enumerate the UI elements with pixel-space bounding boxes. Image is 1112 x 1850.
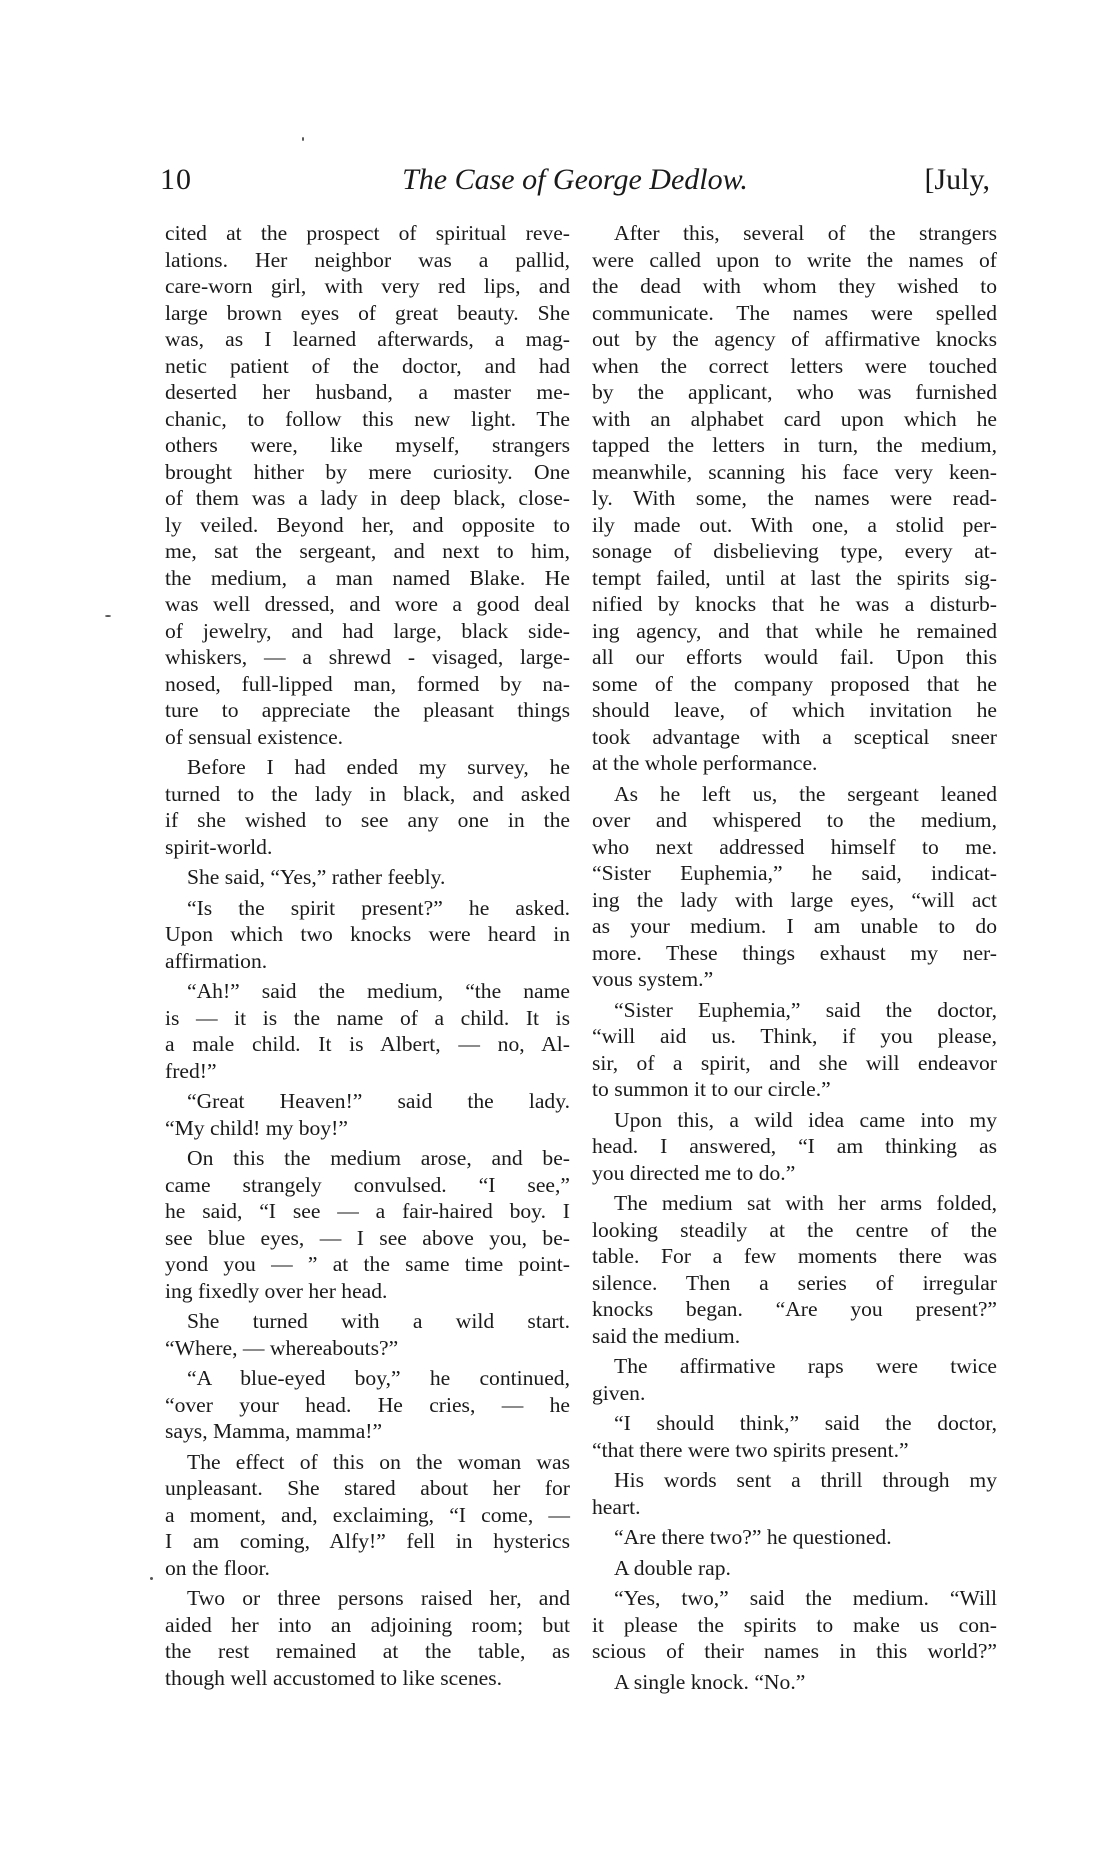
text-line: should leave, of which invitation he xyxy=(592,698,997,722)
text-line: “I should think,” said the doctor, xyxy=(614,1411,997,1435)
text-line: brought hither by mere curiosity. One xyxy=(165,459,570,484)
text-line: His words sent a thrill through my xyxy=(614,1468,997,1492)
text-line: fred!” xyxy=(165,1058,217,1083)
text-line: A double rap. xyxy=(614,1555,731,1580)
text-line: Two or three persons raised her, and xyxy=(187,1586,570,1610)
text-line: care-worn girl, with very red lips, and xyxy=(165,274,570,298)
text-line: “Sister Euphemia,” said the doctor, xyxy=(614,997,997,1022)
text-line: “over your head. He cries, — he xyxy=(165,1392,570,1417)
page-header xyxy=(160,163,990,203)
text-line: were called upon to write the names of xyxy=(592,247,997,272)
text-line: She said, “Yes,” rather feebly. xyxy=(187,865,446,889)
text-line: as your medium. I am unable to do xyxy=(592,914,997,938)
text-line: sonage of disbelieving type, every at- xyxy=(592,539,997,563)
text-line: ing agency, and that while he remained xyxy=(592,618,997,643)
text-line: of them was a lady in deep black, close- xyxy=(165,486,570,510)
text-line: of sensual existence. xyxy=(165,724,344,749)
text-line: is — it is the name of a child. It is xyxy=(165,1005,570,1030)
text-line: with an alphabet card upon which he xyxy=(592,406,997,431)
text-line: Upon which two knocks were heard in xyxy=(165,922,570,946)
text-line: the rest remained at the table, as xyxy=(165,1639,570,1663)
text-line: yond you — ” at the same time point- xyxy=(165,1252,570,1276)
text-line: scious of their names in this world?” xyxy=(592,1639,997,1663)
text-line: though well accustomed to like scenes. xyxy=(165,1665,503,1690)
text-line: the medium, a man named Blake. He xyxy=(165,565,570,590)
text-line: others were, like myself, strangers xyxy=(165,433,570,457)
text-line: head. I answered, “I am thinking as xyxy=(592,1134,997,1158)
text-line: the dead with whom they wished to xyxy=(592,274,997,298)
text-line: knocks began. “Are you present?” xyxy=(592,1297,997,1321)
text-line: cited at the prospect of spiritual reve- xyxy=(165,221,570,245)
text-line: given. xyxy=(592,1380,646,1405)
issue-month: [July, xyxy=(924,163,990,196)
text-line: nosed, full-lipped man, formed by na- xyxy=(165,671,570,696)
text-line: spirit-world. xyxy=(165,834,273,859)
text-line: “will aid us. Think, if you please, xyxy=(592,1024,997,1048)
text-line: affirmation. xyxy=(165,948,268,973)
text-line: turned to the lady in black, and asked xyxy=(165,781,570,806)
text-line: over and whispered to the medium, xyxy=(592,808,997,832)
text-line: deserted her husband, a master me- xyxy=(165,380,570,404)
text-line: “Sister Euphemia,” he said, indicat- xyxy=(592,861,997,885)
text-line: “Great Heaven!” said the lady. xyxy=(187,1089,570,1113)
text-line: on the floor. xyxy=(165,1555,270,1580)
scan-speck xyxy=(150,1577,153,1580)
text-line: I am coming, Alfy!” fell in hysterics xyxy=(165,1529,570,1553)
text-line: On this the medium arose, and be- xyxy=(187,1146,570,1170)
text-line: large brown eyes of great beauty. She xyxy=(165,300,570,325)
text-line: came strangely convulsed. “I see,” xyxy=(165,1172,570,1197)
text-line: “Yes, two,” said the medium. “Will xyxy=(614,1586,997,1610)
text-line: silence. Then a series of irregular xyxy=(592,1270,997,1295)
left-text-column xyxy=(165,220,570,1691)
text-line: if she wished to see any one in the xyxy=(165,808,570,832)
text-line: tapped the letters in turn, the medium, xyxy=(592,433,997,457)
page-number: 10 xyxy=(160,163,192,196)
text-line: all our efforts would fail. Upon this xyxy=(592,645,997,669)
text-line: meanwhile, scanning his face very keen- xyxy=(592,459,997,484)
text-line: table. For a few moments there was xyxy=(592,1244,997,1268)
text-line: vous system.” xyxy=(592,967,714,991)
text-line: unpleasant. She stared about her for xyxy=(165,1476,570,1500)
text-line: “Is the spirit present?” he asked. xyxy=(187,895,570,920)
text-line: tempt failed, until at last the spirits sig- xyxy=(592,565,997,590)
text-line: see blue eyes, — I see above you, be- xyxy=(165,1225,570,1250)
text-line: was, as I learned afterwards, a mag- xyxy=(165,327,570,351)
text-line: more. These things exhaust my ner- xyxy=(592,940,997,965)
text-line: “Where, — whereabouts?” xyxy=(165,1335,399,1360)
text-line: She turned with a wild start. xyxy=(187,1309,570,1333)
text-line: sir, of a spirit, and she will endeavor xyxy=(592,1050,997,1075)
text-line: a male child. It is Albert, — no, Al- xyxy=(165,1032,570,1056)
text-line: a moment, and, exclaiming, “I come, — xyxy=(165,1502,570,1527)
text-line: lations. Her neighbor was a pallid, xyxy=(165,247,570,272)
text-line: The medium sat with her arms folded, xyxy=(614,1191,997,1215)
text-line: “Ah!” said the medium, “the name xyxy=(187,979,570,1003)
text-line: After this, several of the strangers xyxy=(614,221,997,245)
text-line: A single knock. “No.” xyxy=(614,1669,806,1694)
text-line: out by the agency of affirmative knocks xyxy=(592,327,997,351)
text-line: Upon this, a wild idea came into my xyxy=(614,1107,997,1132)
scan-speck xyxy=(302,137,304,141)
text-line: “My child! my boy!” xyxy=(165,1115,348,1140)
text-line: whiskers, — a shrewd - visaged, large- xyxy=(165,645,570,669)
text-line: “A blue-eyed boy,” he continued, xyxy=(187,1366,570,1390)
text-line: says, Mamma, mamma!” xyxy=(165,1419,383,1443)
text-line: Before I had ended my survey, he xyxy=(187,755,570,779)
text-line: at the whole performance. xyxy=(592,751,818,775)
text-line: chanic, to follow this new light. The xyxy=(165,406,570,431)
text-line: who next addressed himself to me. xyxy=(592,834,997,859)
text-line: communicate. The names were spelled xyxy=(592,300,997,325)
text-line: ly. With some, the names were read- xyxy=(592,486,997,510)
text-line: to summon it to our circle.” xyxy=(592,1077,831,1101)
text-line: ing the lady with large eyes, “will act xyxy=(592,887,997,912)
text-line: “that there were two spirits present.” xyxy=(592,1437,909,1462)
text-line: netic patient of the doctor, and had xyxy=(165,353,570,378)
text-line: The effect of this on the woman was xyxy=(187,1449,570,1474)
text-line: you directed me to do.” xyxy=(592,1160,796,1185)
text-line: ily made out. With one, a stolid per- xyxy=(592,512,997,537)
text-line: he said, “I see — a fair-haired boy. I xyxy=(165,1199,570,1223)
text-line: ly veiled. Beyond her, and opposite to xyxy=(165,512,570,537)
text-line: ing fixedly over her head. xyxy=(165,1278,388,1303)
scan-speck xyxy=(105,615,111,617)
text-line: it please the spirits to make us con- xyxy=(592,1612,997,1637)
text-line: took advantage with a sceptical sneer xyxy=(592,724,997,749)
text-line: aided her into an adjoining room; but xyxy=(165,1612,570,1637)
text-line: looking steadily at the centre of the xyxy=(592,1217,997,1242)
text-line: ture to appreciate the pleasant things xyxy=(165,698,570,722)
text-line: “Are there two?” he questioned. xyxy=(614,1525,892,1549)
running-title: The Case of George Dedlow. xyxy=(402,163,748,196)
text-line: said the medium. xyxy=(592,1323,741,1348)
text-line: by the applicant, who was furnished xyxy=(592,380,997,404)
text-line: when the correct letters were touched xyxy=(592,353,997,378)
text-line: of jewelry, and had large, black side- xyxy=(165,618,570,643)
text-line: heart. xyxy=(592,1494,641,1519)
text-line: me, sat the sergeant, and next to him, xyxy=(165,539,570,563)
text-line: was well dressed, and wore a good deal xyxy=(165,592,570,616)
text-line: As he left us, the sergeant leaned xyxy=(614,781,997,806)
text-line: some of the company proposed that he xyxy=(592,671,997,696)
right-text-column xyxy=(592,220,997,1695)
text-line: nified by knocks that he was a disturb- xyxy=(592,592,997,616)
text-line: The affirmative raps were twice xyxy=(614,1354,997,1378)
